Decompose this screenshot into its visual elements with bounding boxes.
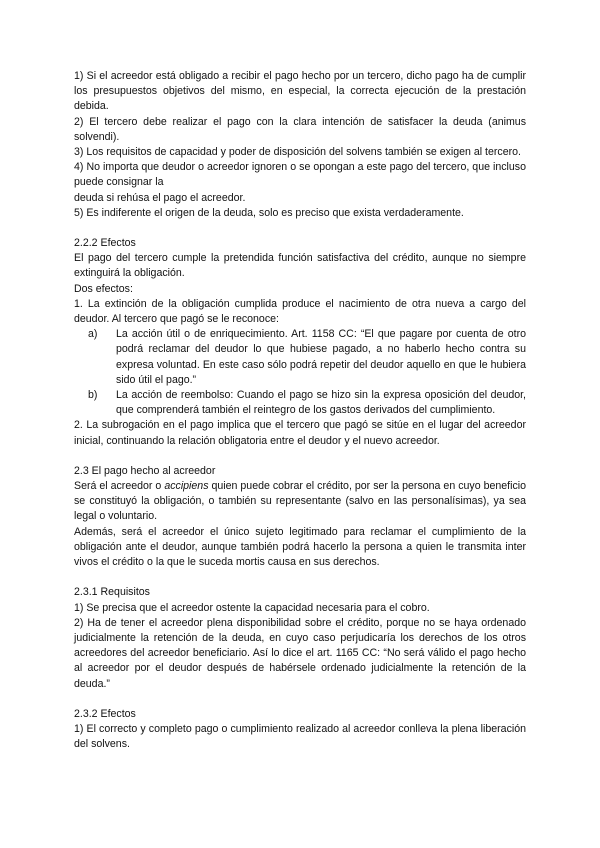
requirement-3: 3) Los requisitos de capacidad y poder de disposición del solvens también se exigen al tercero.: [74, 146, 521, 159]
sub-item-b: [74, 388, 526, 418]
paragraph: 1) Se precisa que el acreedor ostente la capacidad necesaria para el cobro.: [74, 601, 430, 614]
sub-item-text: La acción de reembolso: Cuando el pago se hizo sin la expresa oposición del deudor, que comprenderá también el reintegro de los gastos derivados del cumplimiento.: [116, 389, 526, 417]
requirement-1: 1) Si el acreedor está obligado a recibir el pago hecho por un tercero, dicho pago ha de cumplir los presupuestos objetivos del mismo, en especial, la correcta ejecución de la prestación debida.: [74, 70, 526, 113]
section-heading: 2.3 El pago hecho al acreedor: [74, 464, 216, 477]
section-2-2-2: [74, 236, 526, 449]
paragraph: El pago del tercero cumple la pretendida función satisfactiva del crédito, aunque no siempre extinguirá la obligación.: [74, 252, 526, 280]
requirement-2: 2) El tercero debe realizar el pago con la clara intención de satisfacer la deuda (animus solvendi).: [74, 115, 526, 143]
sub-item-label: a): [88, 328, 98, 341]
sub-item-text: La acción útil o de enriquecimiento. Art. 1158 CC: “El que pagare por cuenta de otro podrá reclamar del deudor lo que hubiese pagado, a no haberlo hecho contra su expresa voluntad. En este caso sólo podrá repetir del deudor aquello en que le hubiera sido útil el pago.”: [116, 328, 526, 386]
section-heading: 2.3.1 Requisitos: [74, 586, 150, 599]
section-2-3-2: [74, 707, 526, 753]
section-heading: 2.2.2 Efectos: [74, 237, 136, 250]
requirement-4: 4) No importa que deudor o acreedor ignoren o se opongan a este pago del tercero, que incluso puede consignar la: [74, 161, 526, 189]
accipiens-term: accipiens: [164, 480, 209, 493]
section-2-3-1: [74, 585, 526, 691]
paragraph: Dos efectos:: [74, 282, 133, 295]
numbered-point-1: 1. La extinción de la obligación cumplida produce el nacimiento de otra nueva a cargo del deudor. Al tercero que pagó se le reconoce:: [74, 297, 526, 326]
requirements-list: [74, 69, 526, 221]
requirement-5: 5) Es indiferente el origen de la deuda, solo es preciso que exista verdaderamente.: [74, 206, 464, 219]
requirement-4-continued: deuda si rehúsa el pago el acreedor.: [74, 191, 246, 204]
paragraph: 2) Ha de tener el acreedor plena disponibilidad sobre el crédito, porque no se haya ordenado judicialmente la retención de la deuda, en cuyo caso perjudicaría los derechos de los otros acreedores del acreedor beneficiario. Así lo dice el art. 1165 CC: “No será válido el pago hecho al acreedor por el deudor después de habérsele ordenado judicialmente la retención de la deuda.”: [74, 616, 526, 690]
section-2-3: [74, 464, 526, 570]
text-run: quien puede cobrar el crédito, por ser la persona en cuyo beneficio se constituyó la obligación, o también su representante (salvo en las personalísimas), ya sea legal o voluntario.: [74, 480, 526, 523]
paragraph: [74, 479, 526, 525]
sub-item-a: [74, 327, 526, 388]
paragraph: 1) El correcto y completo pago o cumplimiento realizado al acreedor conlleva la plena liberación del solvens.: [74, 722, 526, 751]
sub-item-label: b): [88, 389, 98, 402]
paragraph: Además, será el acreedor el único sujeto legitimado para reclamar el cumplimiento de la obligación ante el deudor, aunque también podrá hacerlo la persona a quien le transmita inter vivos el crédito o la que le suceda mortis causa en sus derechos.: [74, 525, 526, 569]
text-run: Será el acreedor o: [74, 480, 165, 493]
numbered-point-2: 2. La subrogación en el pago implica que el tercero que pagó se sitúe en el lugar del acreedor inicial, continuando la relación obligatoria entre el deudor y el nuevo acreedor.: [74, 419, 526, 447]
section-heading: 2.3.2 Efectos: [74, 707, 136, 720]
